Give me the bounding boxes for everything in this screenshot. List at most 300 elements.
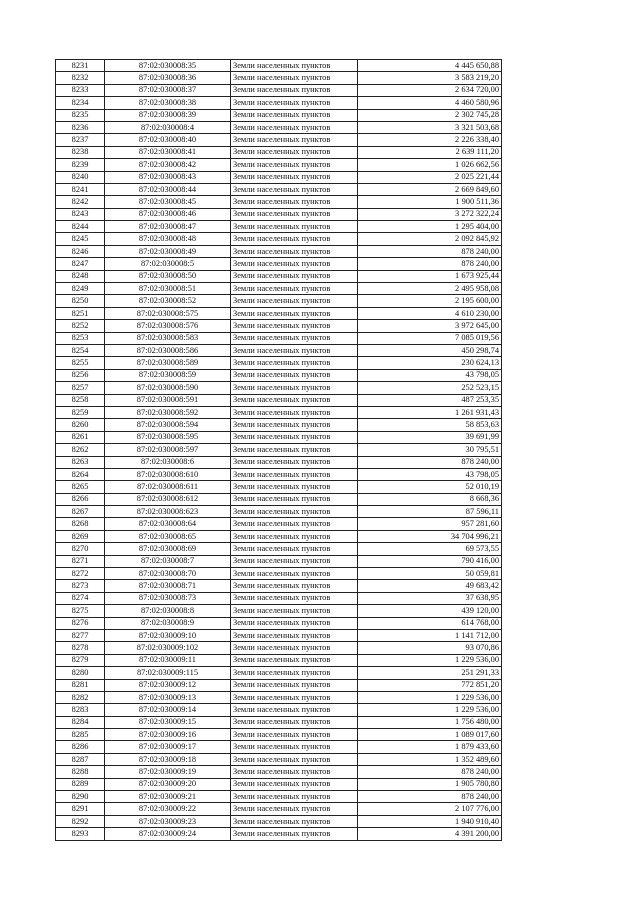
table-row (56, 419, 502, 431)
land-category: Земли населенных пунктов (231, 307, 358, 319)
cadastral-value: 487 253,35 (358, 394, 502, 406)
table-row (56, 815, 502, 827)
cadastral-value: 58 853,63 (358, 419, 502, 431)
land-category: Земли населенных пунктов (231, 815, 358, 827)
row-number: 8279 (56, 654, 105, 666)
row-number: 8265 (56, 481, 105, 493)
land-category: Земли населенных пунктов (231, 456, 358, 468)
cadastral-number: 87:02:030009:22 (105, 803, 231, 815)
cadastral-value: 878 240,00 (358, 791, 502, 803)
cadastral-number: 87:02:030009:13 (105, 691, 231, 703)
cadastral-value: 30 795,51 (358, 444, 502, 456)
cadastral-number: 87:02:030008:6 (105, 456, 231, 468)
row-number: 8253 (56, 332, 105, 344)
table-row (56, 121, 502, 133)
table-row (56, 691, 502, 703)
cadastral-value: 3 272 322,24 (358, 208, 502, 220)
cadastral-number: 87:02:030008:597 (105, 444, 231, 456)
cadastral-number: 87:02:030009:15 (105, 716, 231, 728)
table-row (56, 171, 502, 183)
cadastral-value: 2 195 600,00 (358, 295, 502, 307)
row-number: 8232 (56, 72, 105, 84)
cadastral-number: 87:02:030008:41 (105, 146, 231, 158)
row-number: 8273 (56, 580, 105, 592)
table-row (56, 456, 502, 468)
cadastral-value: 43 798,05 (358, 369, 502, 381)
land-category: Земли населенных пунктов (231, 803, 358, 815)
table-row (56, 109, 502, 121)
land-category: Земли населенных пунктов (231, 580, 358, 592)
cadastral-value: 4 445 650,88 (358, 60, 502, 72)
land-category: Земли населенных пунктов (231, 791, 358, 803)
cadastral-number: 87:02:030008:610 (105, 468, 231, 480)
row-number: 8263 (56, 456, 105, 468)
land-category: Земли населенных пунктов (231, 121, 358, 133)
land-category: Земли населенных пунктов (231, 667, 358, 679)
table-row (56, 468, 502, 480)
land-category: Земли населенных пунктов (231, 221, 358, 233)
row-number: 8293 (56, 828, 105, 840)
cadastral-number: 87:02:030009:12 (105, 679, 231, 691)
cadastral-number: 87:02:030008:575 (105, 307, 231, 319)
cadastral-number: 87:02:030008:69 (105, 543, 231, 555)
cadastral-value: 1 089 017,60 (358, 729, 502, 741)
land-category: Земли населенных пунктов (231, 283, 358, 295)
table-row (56, 654, 502, 666)
cadastral-value: 3 583 219,20 (358, 72, 502, 84)
cadastral-value: 1 756 480,00 (358, 716, 502, 728)
row-number: 8277 (56, 629, 105, 641)
table-row (56, 766, 502, 778)
table-row (56, 580, 502, 592)
cadastral-value: 7 085 019,56 (358, 332, 502, 344)
land-category: Земли населенных пунктов (231, 766, 358, 778)
row-number: 8261 (56, 431, 105, 443)
cadastral-value: 4 460 580,96 (358, 97, 502, 109)
land-category: Земли населенных пунктов (231, 741, 358, 753)
cadastral-value: 1 940 910,40 (358, 815, 502, 827)
cadastral-value: 1 229 536,00 (358, 691, 502, 703)
cadastral-value: 4 610 230,00 (358, 307, 502, 319)
cadastral-value: 2 092 845,92 (358, 233, 502, 245)
table-row (56, 444, 502, 456)
table-row (56, 828, 502, 840)
cadastral-number: 87:02:030008:8 (105, 605, 231, 617)
cadastral-value: 957 281,60 (358, 518, 502, 530)
land-category: Земли населенных пунктов (231, 159, 358, 171)
cadastral-value: 1 229 536,00 (358, 704, 502, 716)
cadastral-value: 2 634 720,00 (358, 84, 502, 96)
row-number: 8244 (56, 221, 105, 233)
table-row (56, 258, 502, 270)
row-number: 8255 (56, 357, 105, 369)
row-number: 8254 (56, 344, 105, 356)
land-category: Земли населенных пунктов (231, 530, 358, 542)
table-row (56, 679, 502, 691)
land-category: Земли населенных пунктов (231, 555, 358, 567)
table-row (56, 431, 502, 443)
table-row (56, 369, 502, 381)
land-category: Земли населенных пунктов (231, 344, 358, 356)
row-number: 8284 (56, 716, 105, 728)
row-number: 8291 (56, 803, 105, 815)
table-row (56, 481, 502, 493)
land-category: Земли населенных пунктов (231, 704, 358, 716)
land-category: Земли населенных пунктов (231, 196, 358, 208)
row-number: 8258 (56, 394, 105, 406)
table-row (56, 307, 502, 319)
cadastral-number: 87:02:030009:10 (105, 629, 231, 641)
cadastral-value: 34 704 996,21 (358, 530, 502, 542)
row-number: 8246 (56, 245, 105, 257)
row-number: 8256 (56, 369, 105, 381)
cadastral-value: 52 010,19 (358, 481, 502, 493)
row-number: 8243 (56, 208, 105, 220)
row-number: 8271 (56, 555, 105, 567)
table-row (56, 332, 502, 344)
row-number: 8240 (56, 171, 105, 183)
land-category: Земли населенных пунктов (231, 357, 358, 369)
cadastral-number: 87:02:030008:5 (105, 258, 231, 270)
table-row (56, 568, 502, 580)
cadastral-number: 87:02:030008:586 (105, 344, 231, 356)
cadastral-value: 8 668,36 (358, 493, 502, 505)
table-row (56, 97, 502, 109)
cadastral-value: 2 495 958,08 (358, 283, 502, 295)
cadastral-number: 87:02:030008:47 (105, 221, 231, 233)
row-number: 8242 (56, 196, 105, 208)
row-number: 8276 (56, 617, 105, 629)
cadastral-number: 87:02:030009:16 (105, 729, 231, 741)
cadastral-value: 1 905 780,80 (358, 778, 502, 790)
cadastral-number: 87:02:030008:48 (105, 233, 231, 245)
cadastral-value: 2 639 111,20 (358, 146, 502, 158)
cadastral-number: 87:02:030009:102 (105, 642, 231, 654)
land-category: Земли населенных пунктов (231, 568, 358, 580)
table-row (56, 221, 502, 233)
cadastral-value: 1 261 931,43 (358, 406, 502, 418)
table-row (56, 72, 502, 84)
land-category: Земли населенных пунктов (231, 642, 358, 654)
land-category: Земли населенных пунктов (231, 518, 358, 530)
land-category: Земли населенных пунктов (231, 258, 358, 270)
cadastral-value: 1 141 712,00 (358, 629, 502, 641)
cadastral-number: 87:02:030008:64 (105, 518, 231, 530)
land-category: Земли населенных пунктов (231, 716, 358, 728)
cadastral-number: 87:02:030008:611 (105, 481, 231, 493)
table-row (56, 357, 502, 369)
row-number: 8266 (56, 493, 105, 505)
row-number: 8285 (56, 729, 105, 741)
table-row (56, 183, 502, 195)
row-number: 8272 (56, 568, 105, 580)
cadastral-number: 87:02:030009:18 (105, 753, 231, 765)
cadastral-number: 87:02:030008:612 (105, 493, 231, 505)
cadastral-value: 1 879 433,60 (358, 741, 502, 753)
row-number: 8257 (56, 382, 105, 394)
row-number: 8283 (56, 704, 105, 716)
row-number: 8270 (56, 543, 105, 555)
table-row (56, 506, 502, 518)
table-row (56, 60, 502, 72)
table-row (56, 233, 502, 245)
table-row (56, 159, 502, 171)
row-number: 8239 (56, 159, 105, 171)
land-category: Земли населенных пунктов (231, 146, 358, 158)
cadastral-number: 87:02:030009:14 (105, 704, 231, 716)
table-row (56, 283, 502, 295)
cadastral-number: 87:02:030008:592 (105, 406, 231, 418)
cadastral-number: 87:02:030009:115 (105, 667, 231, 679)
cadastral-value: 39 691,99 (358, 431, 502, 443)
row-number: 8252 (56, 320, 105, 332)
table-row (56, 208, 502, 220)
land-category: Земли населенных пунктов (231, 468, 358, 480)
row-number: 8248 (56, 270, 105, 282)
cadastral-number: 87:02:030008:51 (105, 283, 231, 295)
table-row (56, 642, 502, 654)
row-number: 8260 (56, 419, 105, 431)
table-row (56, 729, 502, 741)
land-category: Земли населенных пунктов (231, 592, 358, 604)
land-category: Земли населенных пунктов (231, 617, 358, 629)
land-category: Земли населенных пунктов (231, 419, 358, 431)
cadastral-value: 50 059,81 (358, 568, 502, 580)
cadastral-value: 3 972 645,00 (358, 320, 502, 332)
cadastral-value: 93 070,86 (358, 642, 502, 654)
cadastral-value: 878 240,00 (358, 258, 502, 270)
row-number: 8289 (56, 778, 105, 790)
land-category: Земли населенных пунктов (231, 481, 358, 493)
cadastral-number: 87:02:030009:17 (105, 741, 231, 753)
cadastral-number: 87:02:030008:46 (105, 208, 231, 220)
land-category: Земли населенных пунктов (231, 629, 358, 641)
land-category: Земли населенных пунктов (231, 679, 358, 691)
row-number: 8275 (56, 605, 105, 617)
cadastral-value: 878 240,00 (358, 245, 502, 257)
table-row (56, 196, 502, 208)
table-row (56, 605, 502, 617)
table-row (56, 741, 502, 753)
row-number: 8281 (56, 679, 105, 691)
cadastral-number: 87:02:030008:45 (105, 196, 231, 208)
cadastral-number: 87:02:030008:589 (105, 357, 231, 369)
cadastral-number: 87:02:030008:70 (105, 568, 231, 580)
land-category: Земли населенных пунктов (231, 97, 358, 109)
row-number: 8269 (56, 530, 105, 542)
land-category: Земли населенных пунктов (231, 369, 358, 381)
land-category: Земли населенных пунктов (231, 109, 358, 121)
land-category: Земли населенных пунктов (231, 295, 358, 307)
row-number: 8251 (56, 307, 105, 319)
cadastral-number: 87:02:030008:4 (105, 121, 231, 133)
table-row (56, 667, 502, 679)
table-row (56, 803, 502, 815)
cadastral-value: 230 624,13 (358, 357, 502, 369)
table-row (56, 555, 502, 567)
cadastral-value: 614 768,00 (358, 617, 502, 629)
land-category: Земли населенных пунктов (231, 270, 358, 282)
row-number: 8290 (56, 791, 105, 803)
cadastral-value: 1 026 662,56 (358, 159, 502, 171)
cadastral-value: 878 240,00 (358, 456, 502, 468)
table-row (56, 592, 502, 604)
cadastral-value: 252 523,15 (358, 382, 502, 394)
table-row (56, 245, 502, 257)
land-category: Земли населенных пунктов (231, 506, 358, 518)
cadastral-number: 87:02:030008:594 (105, 419, 231, 431)
cadastral-value: 1 295 404,00 (358, 221, 502, 233)
table-row (56, 530, 502, 542)
row-number: 8274 (56, 592, 105, 604)
table-row (56, 406, 502, 418)
cadastral-value: 2 669 849,60 (358, 183, 502, 195)
row-number: 8233 (56, 84, 105, 96)
row-number: 8231 (56, 60, 105, 72)
cadastral-value: 772 851,20 (358, 679, 502, 691)
table-row (56, 617, 502, 629)
land-category: Земли населенных пунктов (231, 605, 358, 617)
row-number: 8249 (56, 283, 105, 295)
cadastral-number: 87:02:030009:19 (105, 766, 231, 778)
row-number: 8287 (56, 753, 105, 765)
row-number: 8238 (56, 146, 105, 158)
cadastral-number: 87:02:030008:65 (105, 530, 231, 542)
cadastral-number: 87:02:030008:583 (105, 332, 231, 344)
table-row (56, 778, 502, 790)
land-category: Земли населенных пунктов (231, 245, 358, 257)
land-category: Земли населенных пунктов (231, 72, 358, 84)
land-category: Земли населенных пунктов (231, 654, 358, 666)
cadastral-value: 43 798,05 (358, 468, 502, 480)
cadastral-value: 2 226 338,40 (358, 134, 502, 146)
cadastral-value: 1 900 511,36 (358, 196, 502, 208)
table-row (56, 84, 502, 96)
cadastral-value: 450 298,74 (358, 344, 502, 356)
land-category: Земли населенных пунктов (231, 406, 358, 418)
cadastral-value: 3 321 503,68 (358, 121, 502, 133)
row-number: 8234 (56, 97, 105, 109)
cadastral-number: 87:02:030008:36 (105, 72, 231, 84)
table-row (56, 716, 502, 728)
table-row (56, 146, 502, 158)
cadastral-value: 4 391 200,00 (358, 828, 502, 840)
cadastral-number: 87:02:030008:9 (105, 617, 231, 629)
cadastral-value: 2 107 776,00 (358, 803, 502, 815)
cadastral-value: 1 352 489,60 (358, 753, 502, 765)
cadastral-number: 87:02:030008:623 (105, 506, 231, 518)
land-category: Земли населенных пунктов (231, 753, 358, 765)
land-category: Земли населенных пунктов (231, 208, 358, 220)
cadastral-value: 87 596,11 (358, 506, 502, 518)
row-number: 8237 (56, 134, 105, 146)
cadastral-value: 69 573,55 (358, 543, 502, 555)
row-number: 8267 (56, 506, 105, 518)
cadastral-number: 87:02:030009:20 (105, 778, 231, 790)
cadastral-value: 790 416,00 (358, 555, 502, 567)
cadastral-value: 439 120,00 (358, 605, 502, 617)
cadastral-value: 1 673 925,44 (358, 270, 502, 282)
cadastral-number: 87:02:030008:42 (105, 159, 231, 171)
cadastral-value: 2 025 221,44 (358, 171, 502, 183)
row-number: 8250 (56, 295, 105, 307)
table-row (56, 382, 502, 394)
cadastral-value: 878 240,00 (358, 766, 502, 778)
cadastral-number: 87:02:030009:24 (105, 828, 231, 840)
row-number: 8262 (56, 444, 105, 456)
cadastral-value: 251 291,33 (358, 667, 502, 679)
row-number: 8278 (56, 642, 105, 654)
row-number: 8259 (56, 406, 105, 418)
cadastral-number: 87:02:030008:44 (105, 183, 231, 195)
table-row (56, 270, 502, 282)
land-category: Земли населенных пунктов (231, 729, 358, 741)
table-row (56, 295, 502, 307)
cadastral-number: 87:02:030008:39 (105, 109, 231, 121)
row-number: 8286 (56, 741, 105, 753)
table-row (56, 134, 502, 146)
cadastral-value-table (55, 59, 502, 841)
table-row (56, 753, 502, 765)
row-number: 8264 (56, 468, 105, 480)
row-number: 8247 (56, 258, 105, 270)
cadastral-number: 87:02:030009:11 (105, 654, 231, 666)
table-row (56, 344, 502, 356)
land-category: Земли населенных пунктов (231, 134, 358, 146)
land-category: Земли населенных пунктов (231, 60, 358, 72)
land-category: Земли населенных пунктов (231, 233, 358, 245)
land-category: Земли населенных пунктов (231, 778, 358, 790)
cadastral-number: 87:02:030008:595 (105, 431, 231, 443)
row-number: 8268 (56, 518, 105, 530)
cadastral-number: 87:02:030008:35 (105, 60, 231, 72)
land-category: Земли населенных пунктов (231, 332, 358, 344)
cadastral-number: 87:02:030008:591 (105, 394, 231, 406)
land-category: Земли населенных пунктов (231, 394, 358, 406)
row-number: 8241 (56, 183, 105, 195)
cadastral-number: 87:02:030008:576 (105, 320, 231, 332)
table-row (56, 704, 502, 716)
cadastral-number: 87:02:030009:21 (105, 791, 231, 803)
table-row (56, 493, 502, 505)
cadastral-number: 87:02:030008:49 (105, 245, 231, 257)
table-row (56, 320, 502, 332)
land-category: Земли населенных пунктов (231, 493, 358, 505)
table-row (56, 518, 502, 530)
cadastral-value: 49 683,42 (358, 580, 502, 592)
land-category: Земли населенных пунктов (231, 183, 358, 195)
cadastral-value: 1 229 536,00 (358, 654, 502, 666)
cadastral-number: 87:02:030008:590 (105, 382, 231, 394)
cadastral-number: 87:02:030008:7 (105, 555, 231, 567)
cadastral-number: 87:02:030008:43 (105, 171, 231, 183)
cadastral-number: 87:02:030008:73 (105, 592, 231, 604)
table-body (56, 60, 502, 841)
cadastral-number: 87:02:030009:23 (105, 815, 231, 827)
cadastral-value: 2 302 745,28 (358, 109, 502, 121)
row-number: 8282 (56, 691, 105, 703)
cadastral-number: 87:02:030008:50 (105, 270, 231, 282)
row-number: 8288 (56, 766, 105, 778)
land-category: Земли населенных пунктов (231, 828, 358, 840)
land-category: Земли населенных пунктов (231, 691, 358, 703)
cadastral-number: 87:02:030008:40 (105, 134, 231, 146)
table-row (56, 791, 502, 803)
table-row (56, 543, 502, 555)
table-row (56, 394, 502, 406)
land-category: Земли населенных пунктов (231, 171, 358, 183)
land-category: Земли населенных пунктов (231, 382, 358, 394)
